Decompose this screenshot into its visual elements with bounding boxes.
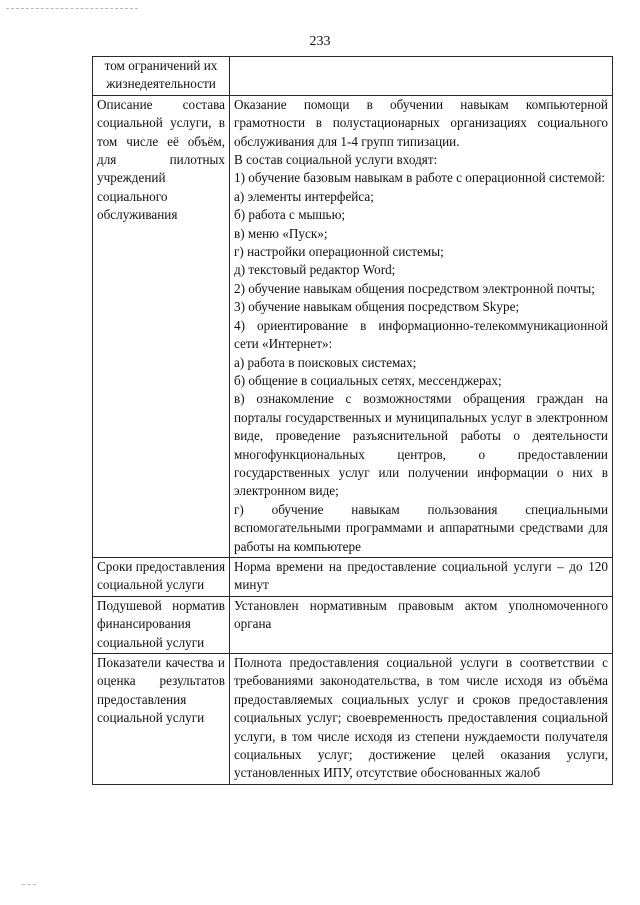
page-number: 233: [309, 34, 331, 49]
table-row-quality-indicators: [93, 654, 613, 785]
value-paragraph: 3) обучение навыкам общения посредством Skype;: [234, 299, 520, 315]
value-paragraph: Норма времени на предоставление социальной услуги – до 120 минут: [234, 558, 608, 593]
row-label: Сроки предоставления социальной услуги: [93, 557, 230, 596]
row-value-empty: [230, 57, 613, 96]
row-label: Подушевой норматив финансирования социальной услуги: [93, 596, 230, 653]
value-paragraph: 1) обучение базовым навыкам в работе с операционной системой:: [234, 170, 606, 186]
scan-edge-mark-bottom: [22, 884, 36, 885]
row-value: [230, 596, 613, 653]
value-paragraph: В состав социальной услуги входят:: [234, 152, 438, 168]
value-paragraph: г) обучение навыкам пользования специальными вспомогательными программами и аппаратными средствами для работы на компьютере: [234, 501, 608, 554]
value-paragraph: г) настройки операционной системы;: [234, 244, 444, 260]
row-label: Показатели качества и оценка результатов предоставления социальной услуги: [93, 654, 230, 785]
value-paragraph: а) работа в поисковых системах;: [234, 354, 417, 370]
value-paragraph: Установлен нормативным правовым актом уполномоченного органа: [234, 597, 608, 632]
row-label: том ограничений их жизнедеятельности: [93, 57, 230, 96]
value-paragraph: Полнота предоставления социальной услуги в соответствии с требованиями законодательства, в том числе исходя из объёма предоставляемых социальных услуг и сроков предоставления социальных услуг; своевременность предоставления социальной услуги, в том числе исходя из степени нуждаемости получателя социальных услуг; достижение целей оказания услуги, установленных ИПУ, отсутствие обоснованных жалоб: [234, 655, 608, 781]
row-label: Описание состава социальной услуги, в том числе её объём, для пилотных учреждений социального обслуживания: [93, 95, 230, 557]
row-value: [230, 95, 613, 557]
value-paragraph: в) меню «Пуск»;: [234, 225, 328, 241]
scan-edge-mark-top: [6, 8, 138, 9]
service-description-table: [92, 56, 613, 785]
value-paragraph: в) ознакомление с возможностями обращения граждан на порталы государственных и муниципальных услуг в электронном виде, проведение разъяснительной работы о деятельности многофункциональных центров, о предоставлении государственных услуг или получении информации о них в электронном виде;: [234, 391, 608, 499]
value-paragraph: а) элементы интерфейса;: [234, 188, 374, 204]
row-value: [230, 557, 613, 596]
value-paragraph: б) общение в социальных сетях, мессенджерах;: [234, 372, 502, 388]
value-paragraph: Оказание помощи в обучении навыкам компьютерной грамотности в полустационарных организациях социального обслуживания для 1-4 групп типизации.: [234, 96, 608, 149]
value-paragraph: б) работа с мышью;: [234, 207, 346, 223]
value-paragraph: д) текстовый редактор Word;: [234, 262, 396, 278]
table-row-service-duration: [93, 557, 613, 596]
table-row-service-composition: [93, 95, 613, 557]
value-paragraph: 4) ориентирование в информационно-телекоммуникационной сети «Интернет»:: [234, 317, 608, 352]
table-row-financing-standard: [93, 596, 613, 653]
row-value: [230, 654, 613, 785]
value-paragraph: 2) обучение навыкам общения посредством электронной почты;: [234, 280, 595, 296]
table-row-limitations: [93, 57, 613, 96]
